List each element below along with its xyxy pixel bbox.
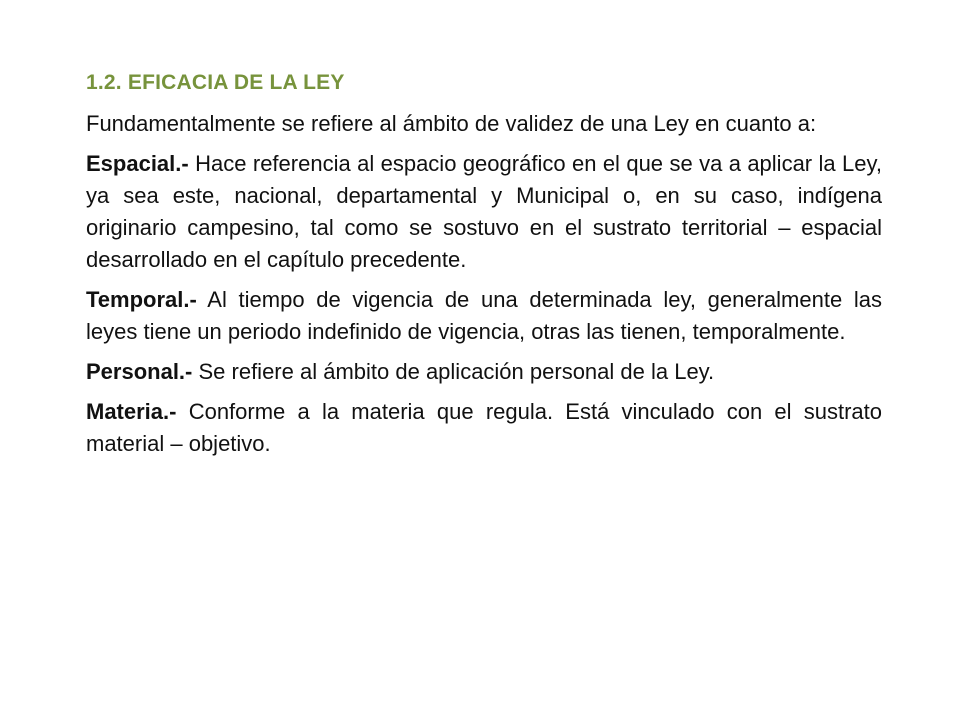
- item-text: Se refiere al ámbito de aplicación personal de la Ley.: [192, 359, 715, 384]
- section-heading: 1.2. EFICACIA DE LA LEY: [86, 71, 345, 94]
- item-term: Personal.-: [86, 359, 193, 384]
- item-term: Temporal.-: [86, 287, 197, 312]
- item-temporal: [86, 284, 882, 348]
- item-term: Materia.-: [86, 399, 177, 424]
- item-text: Hace referencia al espacio geográfico en el que se va a aplicar la Ley, ya sea este, nacional, departamental y Municipal o, en su caso, indígena originario campesino, tal como se sostuvo en el sustrato territorial – espacial desarrollado en el capítulo precedente.: [86, 151, 882, 272]
- intro-paragraph: Fundamentalmente se refiere al ámbito de validez de una Ley en cuanto a:: [86, 111, 817, 136]
- slide-content: [86, 66, 882, 468]
- item-text: Conforme a la materia que regula. Está vinculado con el sustrato material – objetivo.: [86, 399, 882, 456]
- item-term: Espacial.-: [86, 151, 189, 176]
- item-text: Al tiempo de vigencia de una determinada ley, generalmente las leyes tiene un periodo indefinido de vigencia, otras las tienen, temporalmente.: [86, 287, 882, 344]
- item-espacial: [86, 148, 882, 276]
- item-personal: [86, 356, 882, 388]
- item-materia: [86, 396, 882, 460]
